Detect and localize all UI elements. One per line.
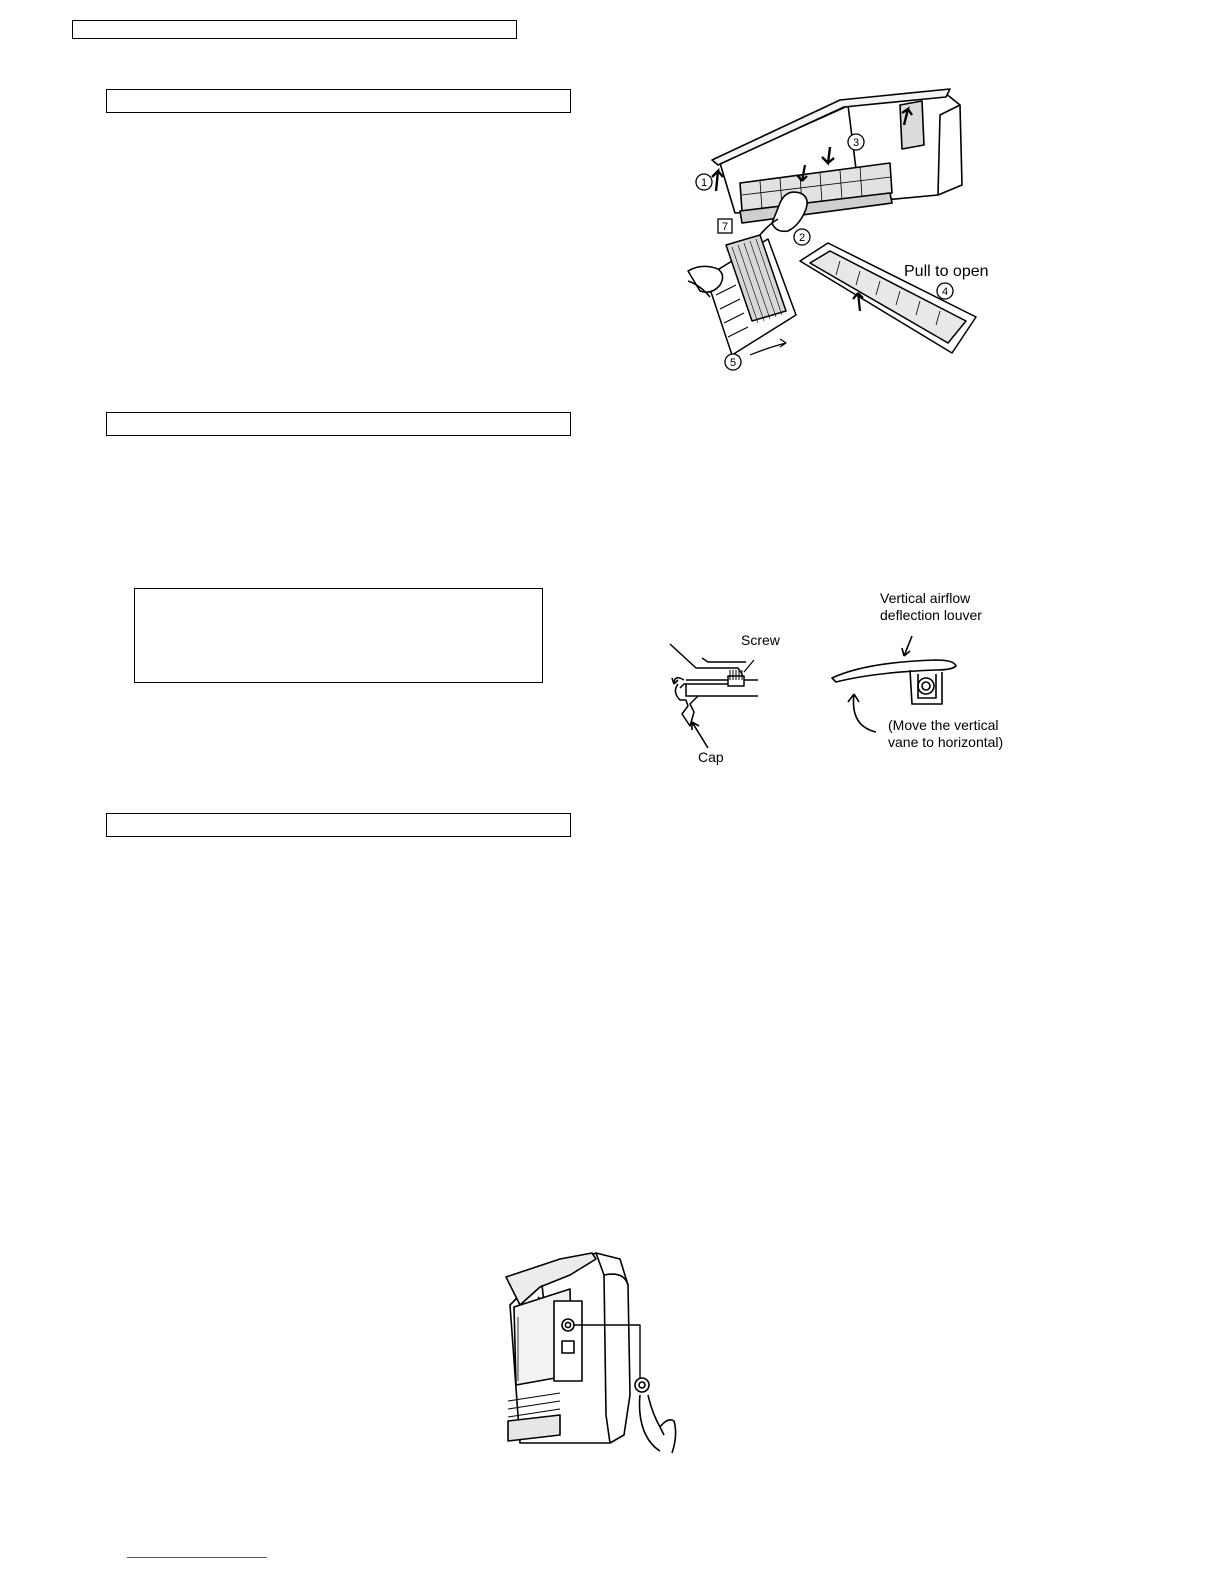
cap-label: Cap [698, 749, 724, 765]
step-3-marker [848, 134, 864, 150]
part-number-marker [718, 219, 732, 233]
header-bar [72, 20, 517, 39]
move-label-line1: (Move the vertical [888, 717, 999, 733]
footer-link[interactable] [127, 1557, 267, 1558]
section-heading-filter [106, 89, 571, 113]
louver-illustration [826, 618, 966, 728]
step-1-marker [696, 174, 712, 190]
move-label-line2: vane to horizontal) [888, 734, 1004, 750]
louver-label-line1: Vertical airflow [880, 590, 971, 606]
auto-switch-illustration [500, 1245, 685, 1455]
step-4-label: 4 [941, 286, 949, 298]
filter-removal-illustration [660, 85, 980, 385]
louver-label-line2: deflection louver [880, 607, 982, 623]
section-heading-auto [106, 813, 571, 837]
part-number-label: 7 [721, 221, 729, 233]
note-box [134, 588, 543, 683]
screw-label: Screw [741, 632, 780, 648]
step-5-marker [725, 354, 741, 370]
step-4-marker [937, 283, 953, 299]
step-5-label: 5 [729, 357, 737, 369]
step-2-label: 2 [798, 232, 806, 244]
screw-cap-illustration [668, 640, 788, 750]
step-1-label: 1 [700, 177, 708, 189]
step-2-marker [794, 229, 810, 245]
section-heading-louver [106, 412, 571, 436]
step-3-label: 3 [852, 137, 860, 149]
pull-to-open-label: Pull to open [904, 263, 989, 280]
